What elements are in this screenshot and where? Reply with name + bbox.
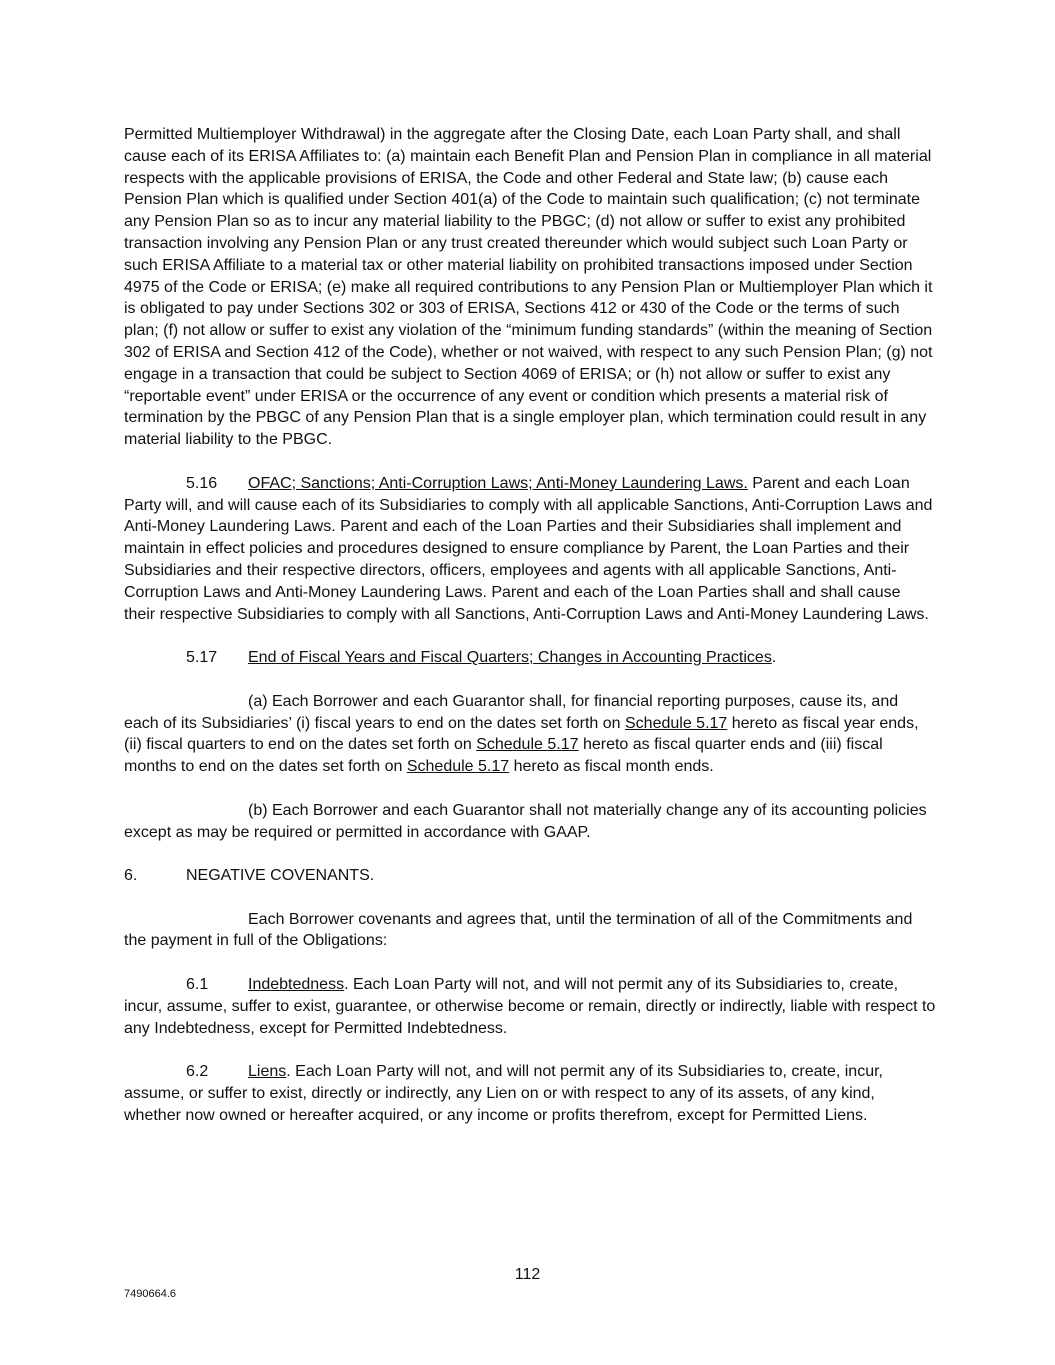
- section-title: End of Fiscal Years and Fiscal Quarters; Changes in Accounting Practices: [248, 649, 772, 667]
- clause-text: hereto as fiscal year ends, (ii) fiscal quarters to end on the dates set forth on: [124, 714, 919, 754]
- article-6-intro: Each Borrower covenants and agrees that, until the termination of all of the Commitments and the payment in full of the Obligations:: [124, 910, 913, 950]
- section-body: . Each Loan Party will not, and will not permit any of its Subsidiaries to, create, incur, assume, or suffer to exist, directly or indirectly, any Lien on or with respect to any of its assets, of any kind, whether now owned or hereafter acquired, or any income or profits therefrom, except for Permitted Liens.: [124, 1063, 883, 1124]
- section-body: . Each Loan Party will not, and will not permit any of its Subsidiaries to, create, incur, assume, suffer to exist, guarantee, or otherwise become or remain, directly or indirectly, liable with respect to any Indebtedness, except for Permitted Indebtedness.: [124, 976, 936, 1037]
- clause-text: hereto as fiscal month ends.: [509, 758, 714, 776]
- section-title-end: .: [771, 649, 777, 667]
- section-title: OFAC; Sanctions; Anti-Corruption Laws; Anti-Money Laundering Laws.: [248, 474, 748, 492]
- section-title: Liens: [248, 1063, 287, 1081]
- schedule-reference: Schedule 5.17: [476, 736, 579, 754]
- article-number: 6.: [124, 867, 138, 885]
- paragraph-erisa-continued: Permitted Multiemployer Withdrawal) in the aggregate after the Closing Date, each Loan Party shall, and shall cause each of its ERISA Affiliates to: (a) maintain each Benefit Plan and Pension Plan in compliance in all material respects with the applicable provisions of ERISA, the Code and other Federal and State law; (b) cause each Pension Plan which is qualified under Section 401(a) of the Code to maintain such qualification; (c) not terminate any Pension Plan so as to incur any material liability to the PBGC; (d) not allow or suffer to exist any prohibited transaction involving any Pension Plan or any trust created thereunder which would subject such Loan Party or such ERISA Affiliate to a material tax or other material liability on prohibited transactions imposed under Section 4975 of the Code or ERISA; (e) make all required contributions to any Pension Plan or Multiemployer Plan which it is obligated to pay under Sections 302 or 303 of ERISA, Sections 412 or 430 of the Code or the terms of such plan; (f) not allow or suffer to exist any violation of the “minimum funding standards” (within the meaning of Section 302 of ERISA and Section 412 of the Code), whether or not waived, with respect to any such Pension Plan; (g) not engage in a transaction that could be subject to Section 4069 of ERISA; or (h) not allow or suffer to exist any “reportable event” under ERISA or the occurrence of any event or condition which presents a material risk of termination by the PBGC of any Pension Plan that is a single employer plan, which termination could result in any material liability to the PBGC.: [124, 126, 933, 449]
- clause-text: hereto as fiscal quarter ends and (iii) fiscal months to end on the dates set forth on: [124, 736, 883, 776]
- article-title: NEGATIVE COVENANTS.: [186, 867, 375, 885]
- section-5-16: [124, 473, 936, 626]
- page-number: 112: [514, 1266, 541, 1283]
- document-id: 7490664.6: [124, 1288, 176, 1300]
- section-6-2: [124, 1061, 936, 1126]
- section-5-17-heading: [124, 647, 936, 669]
- section-number: 6.1: [186, 976, 209, 994]
- section-6-1: [124, 974, 936, 1039]
- section-number: 6.2: [186, 1063, 209, 1081]
- section-number: 5.17: [186, 649, 218, 667]
- section-body: Parent and each Loan Party will, and will cause each of its Subsidiaries to comply with all applicable Sanctions, Anti-Corruption Laws and Anti-Money Laundering Laws. Parent and each of the Loan Parties and their Subsidiaries shall implement and maintain in effect policies and procedures designed to ensure compliance by Parent, the Loan Parties and their Subsidiaries and their respective directors, officers, employees and agents with all applicable Sanctions, Anti-Corruption Laws and Anti-Money Laundering Laws. Parent and each of the Loan Parties shall and shall cause their respective Subsidiaries to comply with all Sanctions, Anti-Corruption Laws and Anti-Money Laundering Laws.: [124, 474, 933, 623]
- section-5-17-a: [124, 691, 936, 778]
- article-6-heading: [124, 865, 936, 887]
- section-number: 5.16: [186, 474, 218, 492]
- document-page: [124, 124, 936, 1148]
- clause-text: (a) Each Borrower and each Guarantor shall, for financial reporting purposes, cause its, and each of its Subsidiaries’ (i) fiscal years to end on the dates set forth on: [124, 692, 899, 732]
- section-title: Indebtedness: [248, 976, 345, 994]
- schedule-reference: Schedule 5.17: [406, 758, 510, 776]
- section-5-17-b: (b) Each Borrower and each Guarantor shall not materially change any of its accounting policies except as may be required or permitted in accordance with GAAP.: [124, 801, 927, 841]
- schedule-reference: Schedule 5.17: [625, 714, 728, 732]
